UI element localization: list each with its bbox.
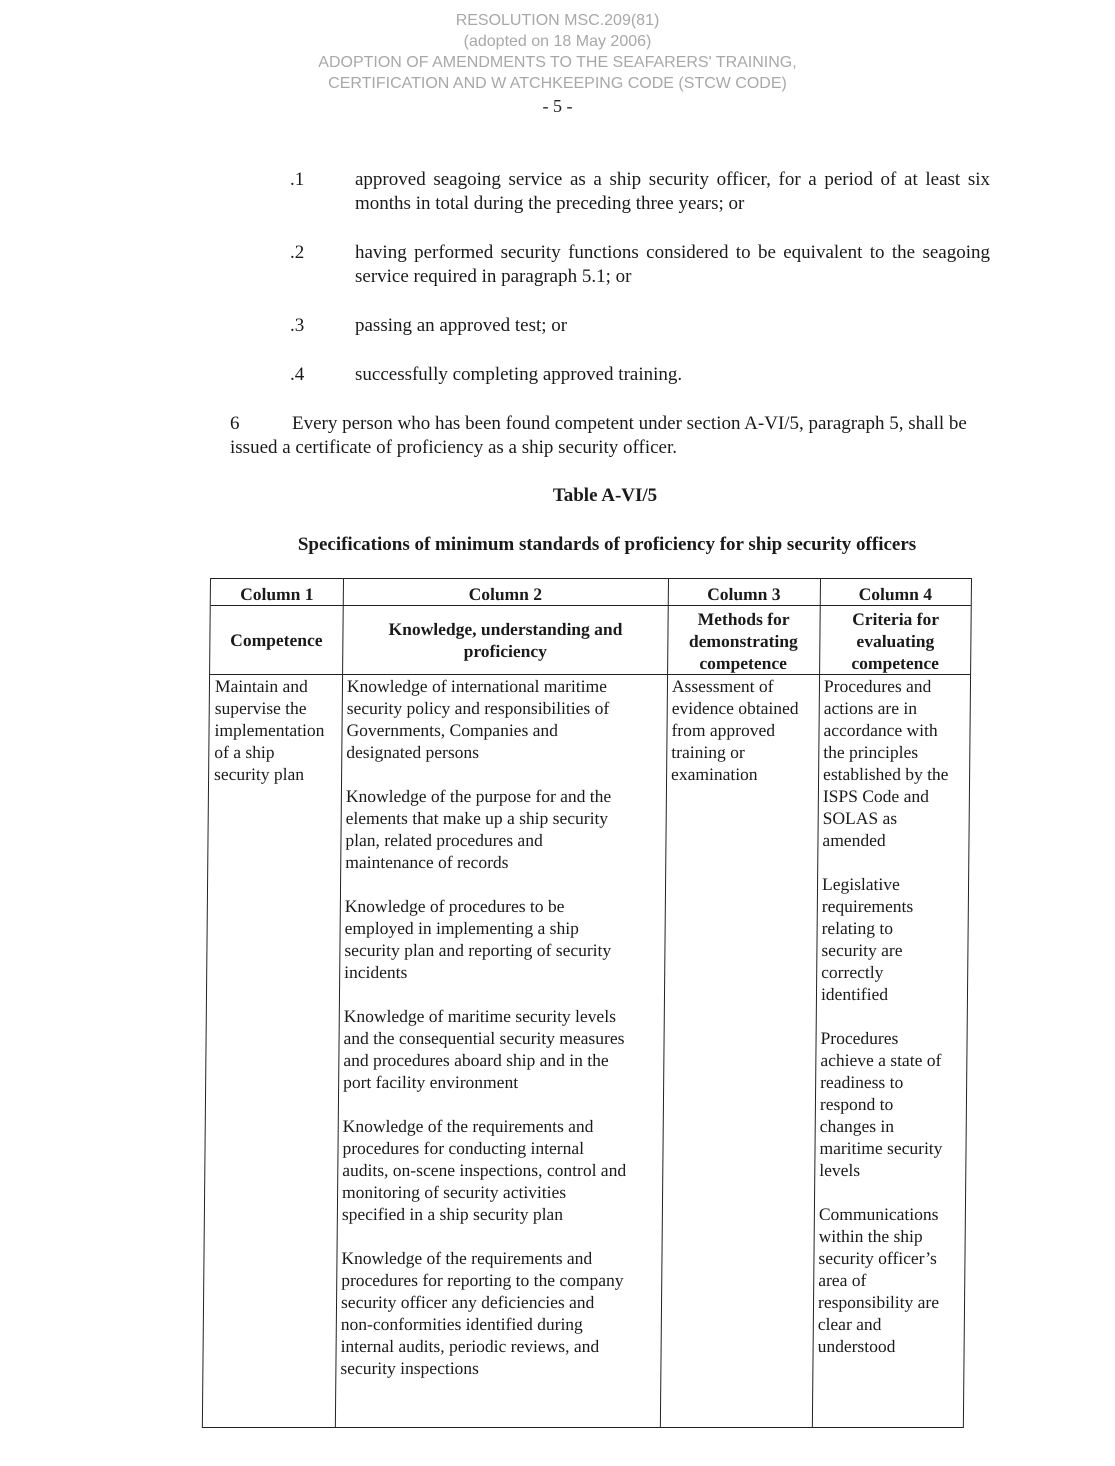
header-subject-line-1: ADOPTION OF AMENDMENTS TO THE SEAFARERS' TRAINING, — [318, 54, 797, 71]
row-divider — [211, 605, 971, 606]
sub-item-text: successfully completing approved training. — [355, 364, 683, 385]
methods-cell: Assessment of evidence obtained from approved training or examination — [671, 676, 799, 784]
knowledge-item: Knowledge of maritime security levels and the consequential security measures and procedures aboard ship and in the port facility environment — [343, 1006, 625, 1092]
paragraph-number: 6 — [230, 413, 240, 434]
knowledge-item: Knowledge of procedures to be employed in implementing a ship security plan and reporting of security incidents — [344, 896, 612, 982]
adoption-date: (adopted on 18 May 2006) — [463, 33, 652, 50]
sub-item-number: .4 — [290, 364, 305, 385]
table-title: Table A-VI/5 — [552, 485, 658, 506]
column-3-label: Column 3 — [707, 584, 781, 604]
document-header — [0, 10, 1115, 94]
knowledge-cell — [340, 675, 665, 1401]
paragraph-text: Every person who has been found competent under section A-VI/5, paragraph 5, shall be issued a certificate of proficiency as a ship security officer. — [230, 413, 967, 458]
sub-item-text: passing an approved test; or — [355, 315, 568, 336]
knowledge-item: Knowledge of the requirements and procedures for reporting to the company security officer any deficiencies and non-conformities identified during internal audits, periodic reviews, and security inspections — [340, 1248, 624, 1378]
knowledge-item: Knowledge of the requirements and procedures for conducting internal audits, on-scene inspections, control and monitoring of security activities specified in a ship security plan — [341, 1116, 627, 1224]
knowledge-heading: Knowledge, understanding and proficiency — [388, 619, 623, 661]
specifications-table — [202, 578, 972, 1428]
column-1-label: Column 1 — [240, 584, 314, 604]
sub-item-text: having performed security functions considered to be equivalent to the seagoing service required in paragraph 5.1; or — [355, 242, 990, 287]
knowledge-item: Knowledge of international maritime security policy and responsibilities of Governments, Companies and designated persons — [346, 676, 610, 762]
column-4-label: Column 4 — [858, 584, 933, 604]
competence-heading: Competence — [230, 630, 323, 650]
criteria-item: Legislative requirements relating to security are correctly identified — [820, 874, 914, 1004]
sub-item-number: .2 — [290, 242, 305, 263]
sub-item-number: .3 — [290, 315, 305, 336]
competence-cell: Maintain and supervise the implementation of a ship security plan — [214, 676, 325, 784]
criteria-item: Procedures achieve a state of readiness to respond to changes in maritime security levels — [819, 1028, 943, 1180]
page-number: - 5 - — [542, 96, 573, 116]
resolution-title: RESOLUTION MSC.209(81) — [455, 12, 660, 29]
knowledge-item: Knowledge of the purpose for and the elements that make up a ship security plan, related procedures and maintenance of records — [345, 786, 612, 872]
criteria-cell — [817, 675, 970, 1379]
criteria-heading: Criteria for evaluating competence — [851, 609, 940, 673]
sub-item-number: .1 — [290, 169, 305, 190]
criteria-item: Procedures and actions are in accordance with the principles established by the ISPS Code and SOLAS as amended — [822, 676, 949, 850]
table-subtitle: Specifications of minimum standards of proficiency for ship security officers — [297, 534, 917, 555]
header-subject-line-2: CERTIFICATION AND W ATCHKEEPING CODE (STCW CODE) — [328, 75, 787, 92]
paragraph-6 — [230, 412, 975, 460]
methods-heading: Methods for demonstrating competence — [688, 609, 798, 673]
column-2-label: Column 2 — [468, 584, 543, 604]
sub-item-text: approved seagoing service as a ship security officer, for a period of at least six months in total during the preceding three years; or — [355, 169, 990, 214]
criteria-item: Communications within the ship security officer’s area of responsibility are clear and understood — [817, 1204, 940, 1356]
